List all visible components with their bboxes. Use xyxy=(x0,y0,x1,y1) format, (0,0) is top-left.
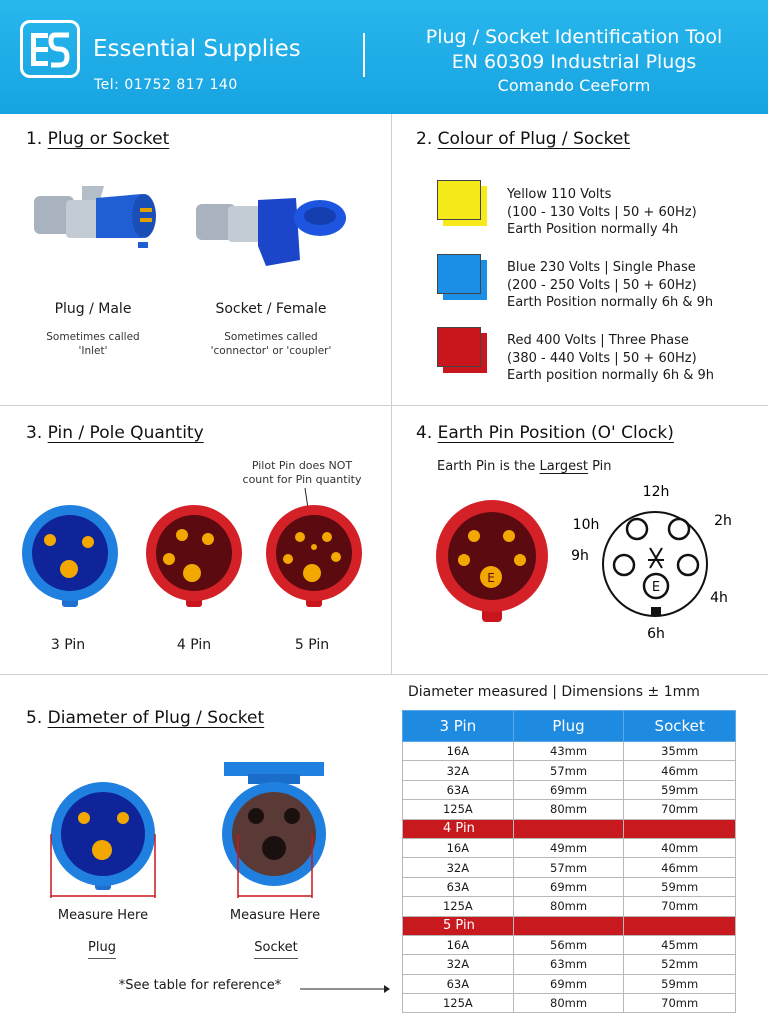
header-banner xyxy=(0,0,768,114)
socket-cell: 46mm xyxy=(624,858,736,877)
socket-female-image xyxy=(192,190,352,270)
earth-clock-diagram xyxy=(560,478,760,646)
section5-title: 5. Diameter of Plug / Socket xyxy=(26,708,265,728)
header-divider xyxy=(363,33,365,77)
table-row xyxy=(403,994,736,1013)
socket-note: Sometimes called 'connector' or 'coupler' xyxy=(210,331,332,357)
rating-cell: 32A xyxy=(403,858,514,877)
plug-caption: Plug xyxy=(66,940,138,955)
socket-cell: 52mm xyxy=(624,955,736,974)
plug-diameter-diagram xyxy=(40,780,170,900)
three-pin-face-icon xyxy=(20,505,120,613)
brand-name: Essential Supplies xyxy=(93,36,301,62)
plug-cell: 69mm xyxy=(513,877,624,896)
table-row xyxy=(403,742,736,761)
yellow-swatch xyxy=(437,180,481,220)
section-divider-horizontal xyxy=(0,405,768,406)
clock-label-4h: 4h xyxy=(710,590,728,606)
rating-cell: 63A xyxy=(403,974,514,993)
socket-cell: 59mm xyxy=(624,780,736,799)
socket-cell: 35mm xyxy=(624,742,736,761)
socket-diameter-diagram xyxy=(216,760,332,900)
plug-cell: 69mm xyxy=(513,974,624,993)
band-label: 5 Pin xyxy=(403,916,514,935)
band-label: 4 Pin xyxy=(403,819,514,838)
header-cell: Plug xyxy=(513,711,624,742)
table-band-row xyxy=(403,819,736,838)
table-header-row xyxy=(403,711,736,742)
rating-cell: 16A xyxy=(403,935,514,954)
socket-cell: 40mm xyxy=(624,838,736,857)
earth-pin-face-icon xyxy=(434,500,550,624)
clock-label-2h: 2h xyxy=(714,513,732,529)
rating-cell: 63A xyxy=(403,877,514,896)
socket-cell: 70mm xyxy=(624,897,736,916)
clock-earth-letter: E xyxy=(651,580,661,595)
blue-description: Blue 230 Volts | Single Phase (200 - 250 Volts | 50 + 60Hz) Earth Position normally 6h & 9h xyxy=(507,260,714,310)
section4-title: 4. Earth Pin Position (O' Clock) xyxy=(416,423,674,443)
red-description: Red 400 Volts | Three Phase (380 - 440 Volts | 50 + 60Hz) Earth position normally 6h & 9h xyxy=(507,333,715,383)
blue-swatch xyxy=(437,254,481,294)
measure-here-plug: Measure Here xyxy=(57,908,149,923)
table-row xyxy=(403,955,736,974)
plug-male-image xyxy=(30,180,165,260)
section1-title: 1. Plug or Socket xyxy=(26,129,170,149)
clock-label-10h: 10h xyxy=(572,517,600,533)
plug-cell: 43mm xyxy=(513,742,624,761)
table-row xyxy=(403,974,736,993)
plug-cell: 80mm xyxy=(513,994,624,1013)
socket-cell: 45mm xyxy=(624,935,736,954)
three-pin-label: 3 Pin xyxy=(50,637,86,653)
clock-label-12h: 12h xyxy=(642,484,670,500)
socket-cell: 70mm xyxy=(624,994,736,1013)
table-row xyxy=(403,761,736,780)
header-title-line1: Plug / Socket Identification Tool xyxy=(425,26,723,48)
header-cell: 3 Pin xyxy=(403,711,514,742)
rating-cell: 32A xyxy=(403,761,514,780)
plug-cell: 56mm xyxy=(513,935,624,954)
five-pin-face-icon xyxy=(264,505,364,613)
five-pin-label: 5 Pin xyxy=(294,637,330,653)
es-logo-icon xyxy=(20,20,80,78)
section3-title: 3. Pin / Pole Quantity xyxy=(26,423,204,443)
earth-letter: E xyxy=(487,571,495,585)
table-row xyxy=(403,800,736,819)
four-pin-label: 4 Pin xyxy=(176,637,212,653)
plug-note: Sometimes called 'Inlet' xyxy=(46,331,140,357)
header-title-line2: EN 60309 Industrial Plugs xyxy=(451,51,697,73)
plug-cell: 57mm xyxy=(513,761,624,780)
socket-cell: 46mm xyxy=(624,761,736,780)
plug-cell: 69mm xyxy=(513,780,624,799)
earth-pin-subtitle: Earth Pin is the Largest Pin xyxy=(437,459,612,474)
table-row xyxy=(403,935,736,954)
rating-cell: 16A xyxy=(403,838,514,857)
section-divider-horizontal xyxy=(0,674,768,675)
plug-label: Plug / Male xyxy=(54,301,132,317)
rating-cell: 63A xyxy=(403,780,514,799)
header-cell: Socket xyxy=(624,711,736,742)
table-row xyxy=(403,838,736,857)
socket-cell: 70mm xyxy=(624,800,736,819)
four-pin-face-icon xyxy=(144,505,244,613)
socket-label: Socket / Female xyxy=(215,301,327,317)
table-caption: Diameter measured | Dimensions ± 1mm xyxy=(408,684,700,700)
yellow-description: Yellow 110 Volts (100 - 130 Volts | 50 + 60Hz) Earth Position normally 4h xyxy=(507,187,697,237)
rating-cell: 16A xyxy=(403,742,514,761)
socket-cell: 59mm xyxy=(624,877,736,896)
rating-cell: 125A xyxy=(403,800,514,819)
table-row xyxy=(403,780,736,799)
clock-label-6h: 6h xyxy=(647,626,665,642)
plug-cell: 49mm xyxy=(513,838,624,857)
socket-caption: Socket xyxy=(240,940,312,955)
table-row xyxy=(403,877,736,896)
header-title-line3: Comando CeeForm xyxy=(497,76,651,95)
pilot-pin-note: Pilot Pin does NOT count for Pin quantity xyxy=(242,459,362,486)
rating-cell: 125A xyxy=(403,897,514,916)
rating-cell: 32A xyxy=(403,955,514,974)
dimensions-table xyxy=(402,710,736,1013)
arrow-right-icon xyxy=(300,982,392,996)
section-divider-vertical xyxy=(391,114,392,674)
clock-label-9h: 9h xyxy=(571,548,589,564)
rating-cell: 125A xyxy=(403,994,514,1013)
socket-cell: 59mm xyxy=(624,974,736,993)
plug-cell: 63mm xyxy=(513,955,624,974)
measure-here-socket: Measure Here xyxy=(229,908,321,923)
section2-title: 2. Colour of Plug / Socket xyxy=(416,129,630,149)
table-row xyxy=(403,897,736,916)
plug-cell: 57mm xyxy=(513,858,624,877)
table-row xyxy=(403,858,736,877)
plug-cell: 80mm xyxy=(513,800,624,819)
red-swatch xyxy=(437,327,481,367)
reference-note: *See table for reference* xyxy=(118,978,282,993)
plug-cell: 80mm xyxy=(513,897,624,916)
telephone: Tel: 01752 817 140 xyxy=(94,77,238,93)
table-band-row xyxy=(403,916,736,935)
